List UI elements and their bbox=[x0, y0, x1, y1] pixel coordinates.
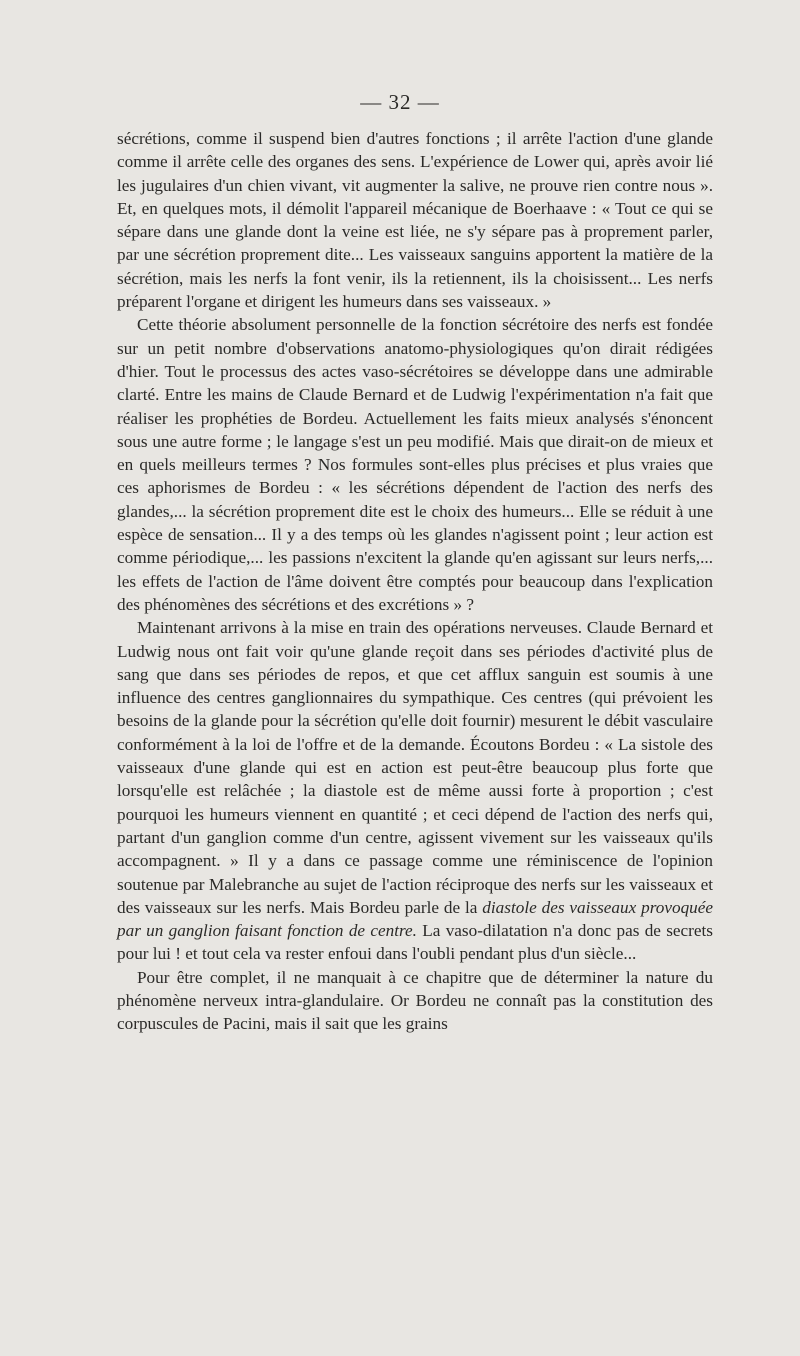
paragraph-2: Cette théorie absolument personnelle de la fonction sécrétoire des nerfs est fondée sur un petit nombre d'observations anatomo-physiologiques qu'on dirait rédigées d'hier. Tout le processus des actes vaso-sécrétoires se développe dans une admirable clarté. Entre les mains de Claude Bernard et de Ludwig l'expérimentation n'a fait que réaliser les prophéties de Bordeu. Actuellement les faits mieux analysés s'énoncent sous une autre forme ; le langage s'est un peu modifié. Mais que dirait-on de mieux et en quels meilleurs termes ? Nos formules sont-elles plus précises et plus vraies que ces aphorismes de Bordeu : « les sécrétions dépendent de l'action des nerfs des glandes,... la sécrétion proprement dite est le choix des humeurs... Elle se réduit à une espèce de sensation... Il y a des temps où les glandes n'agissent point ; leur action est comme périodique,... les passions n'excitent la glande qu'en agissant sur leurs nerfs,... les effets de l'action de l'âme doivent être comptés pour beaucoup dans l'explication des phénomènes des sécrétions et des excrétions » ? bbox=[117, 315, 713, 614]
paragraph-3-text: Maintenant arrivons à la mise en train des opérations nerveuses. Claude Bernard et Ludwig nous ont fait voir qu'une glande reçoit dans ses périodes d'activité plus de sang que dans ses périodes de repos, et que cet afflux sanguin est soumis à une influence des centres ganglionnaires du sympathique. Ces centres (qui prévoient les besoins de la glande pour la sécrétion qu'elle doit fournir) mesurent le débit vasculaire conformément à la loi de l'offre et de la demande. Écoutons Bordeu : « La sistole des vaisseaux d'une glande qui est en action est peut-être beaucoup plus forte que lorsqu'elle est relâchée ; la diastole est de même aussi forte à proportion ; c'est pourquoi les humeurs viennent en quantité ; et ceci dépend de l'action des nerfs qui, partant d'un ganglion comme d'un centre, agissent vivement sur les vaisseaux qu'ils accompagnent. » Il y a dans ce passage comme une réminiscence de l'opinion soutenue par Malebranche au sujet de l'action réciproque des nerfs sur les vaisseaux et des vaisseaux sur les nerfs. Mais Bordeu parle de la bbox=[117, 618, 713, 917]
body-text bbox=[117, 127, 713, 1036]
page-number: — 32 — bbox=[360, 90, 440, 114]
paragraph-3-italic: diastole des vaisseaux provoquée par un ganglion faisant fonction de centre. bbox=[117, 897, 714, 941]
paragraph-3 bbox=[117, 616, 713, 965]
paragraph-1: sécrétions, comme il suspend bien d'autres fonctions ; il arrête l'action d'une glande comme il arrête celle des organes des sens. L'expérience de Lower qui, après avoir lié les jugulaires d'un chien vivant, vit augmenter la salive, ne prouve rien contre nous ». Et, en quelques mots, il démolit l'appareil mécanique de Boerhaave : « Tout ce qui se sépare dans une glande dont la veine est liée, ne s'y sépare pas à proprement parler, par une sécrétion proprement dite... Les vaisseaux sanguins apportent la matière de la sécrétion, mais les nerfs la font venir, ils la retiennent, ils la choisissent... Les nerfs préparent l'organe et dirigent les humeurs dans ses vaisseaux. » bbox=[117, 129, 713, 312]
paragraph-3-after: La vaso-dilatation n'a donc pas de secrets pour lui ! et tout cela va rester enfoui dans l'oubli pendant plus d'un siècle... bbox=[117, 921, 713, 964]
paragraph-4: Pour être complet, il ne manquait à ce chapitre que de déterminer la nature du phénomène nerveux intra-glandulaire. Or Bordeu ne connaît pas la constitution des corpuscules de Pacini, mais il sait que les grains bbox=[117, 967, 713, 1034]
